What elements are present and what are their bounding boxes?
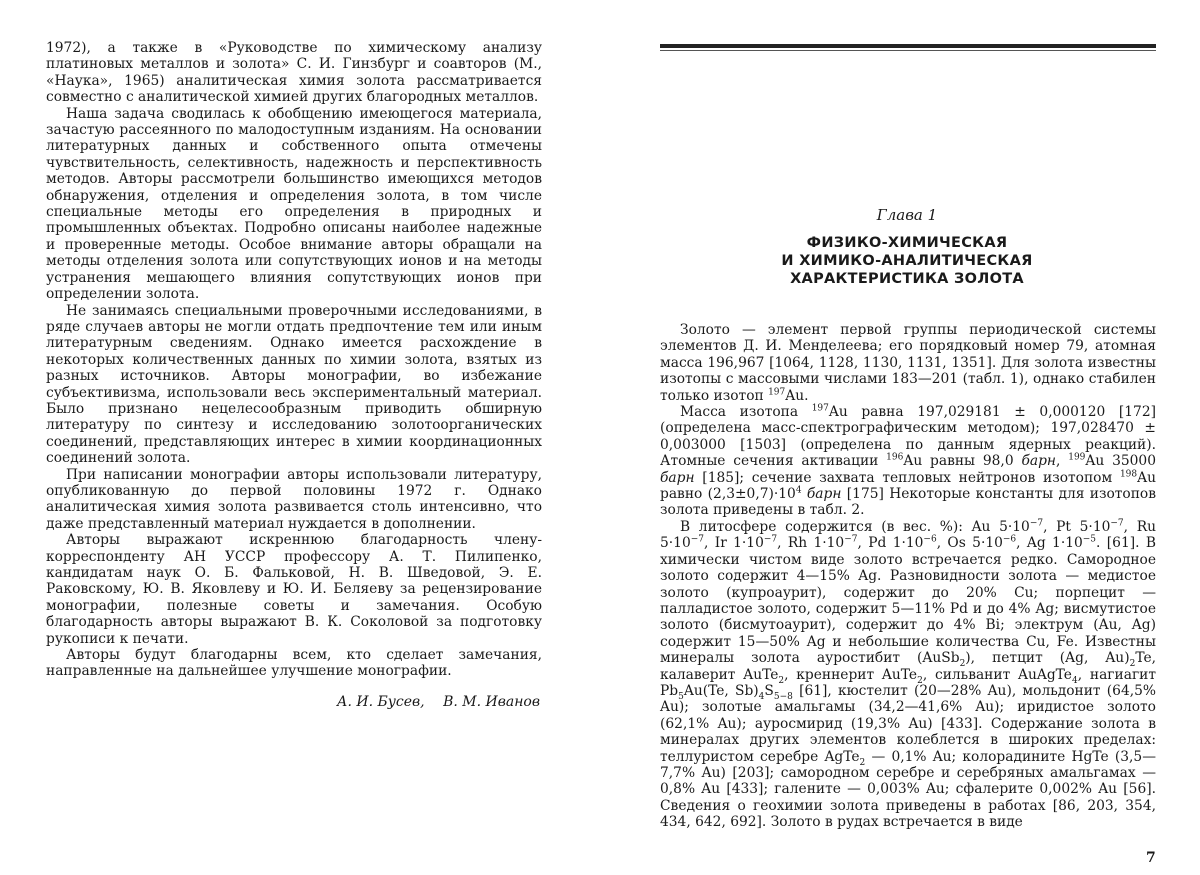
paragraph: Не занимаясь специальными проверочными исследованиями, в ряде случаев авторы не могли отдать предпочтение тем или иным литературным сведениям. Однако имеется расхождение в некоторых количественных данных по химии золота, взятых из разных источников. Авторы монографии, во избежание субъективизма, использовали весь экспериментальный материал. Было признано нецелесообразным приводить обширную литературу по синтезу и исследованию золотоорганических соединений, представляющих интерес в химии координационных соединений золота. [46,302,542,467]
paragraph: Авторы будут благодарны всем, кто сделает замечания, направленные на дальнейшее улучшение монографии. [46,647,542,680]
chapter-title-line: ХАРАКТЕРИСТИКА ЗОЛОТА [790,271,1024,287]
chapter-label: Глава 1 [876,206,938,224]
header-rule [660,44,1156,48]
paragraph: При написании монографии авторы использовали литературу, опубликованную до первой половины 1972 г. Однако аналитическая химия золота развивается столь интенсивно, что даже представленный материал нуждается в дополнении. [46,466,542,532]
header-rule-thin [660,50,1156,51]
paragraph: Наша задача сводилась к обобщению имеющегося материала, зачастую рассеянного по малодоступным изданиям. На основании литературных данных и собственного опыта отмечены чувствительность, селективность, надежность и перспективность методов. Авторы рассмотрели большинство имеющихся методов обнаружения, отделения и определения золота, в том числе специальные методы его определения в природных и промышленных объектах. Подробно описаны наиболее надежные и проверенные методы. Особое внимание авторы обращали на методы отделения золота или сопутствующих ионов и на методы устранения мешающего влияния сопутствующих ионов при определении золота. [46,105,542,303]
page-number: 7 [1146,850,1156,866]
author-name: В. М. Иванов [443,693,540,710]
chapter-title [658,234,1156,288]
paragraph: В литосфере содержится (в вес. %): Au $5\cdot 10^{-7}$, Pt $5\cdot 10^{-7}$, Ru $5\cdot 10^{-7}$, Ir $1\cdot 10^{-7}$, Rh $1\cdot 10^{-7}$, Pd $1\cdot 10^{-6}$, Os $5\cdot 10^{-6}$, Ag $1\cdot 10^{-5}$. [61]. В химически чистом виде золото встречается редко. Самородное золото содержит 4—15% Ag. Разновидности золота — медистое золото (купроаурит), содержит до 20% Cu; порпецит — палладистое золото, содержит 5—11% Pd и до 4% Ag; висмутистое золото (бисмутоаурит), содержит до 4% Bi; электрум (Au, Ag) содержит 15—50% Ag и небольшие количества Cu, Fe. Известны минералы золота ауростибит (AuSb$_2$), петцит (Ag, $Au)_2Te$, калаверит AuTe$_2$, креннерит AuTe$_2$, сильванит AuAgTe$_4$, нагиагит $Pb_5Au(Te$, $Sb)_4S_{5-8}$ [61], кюстелит (20—28% Au), мольдонит (64,5% Au); золотые амальгамы (34,2—41,6% Au); иридистое золото (62,1% Au); ауросмирид (19,3% Au) [433]. Содержание золота в минералах других элементов колеблется в широких пределах: теллуристом серебре AgTe$_2$ — 0,1% Au; колорадините HgTe (3,5—7,7% Au) [203]; самородном серебре и серебряных амальгамах — 0,8% Au [433]; галените — 0,003% Au; сфалерите 0,002% Au [56]. Сведения о геохимии золота приведены в работах [86, 203, 354, 434, 642, 692]. Золото в рудах встречается в виде [660,518,1156,831]
author-name: А. И. Бусев, [336,693,425,710]
paragraph: Золото — элемент первой группы периодической системы элементов Д. И. Менделеева; его порядковый номер 79, атомная масса 196,967 [1064, 1128, 1130, 1131, 1351]. Для золота известны изотопы с массовыми числами 183—201 (табл. 1), однако стабилен только изотоп $^{197}$Au. [660,322,1156,404]
chapter-title-line: ФИЗИКО-ХИМИЧЕСКАЯ [806,235,1008,251]
signature [46,694,542,710]
paragraph: 1972), а также в «Руководстве по химическому анализу платиновых металлов и золота» С. И. Гинзбург и соавторов (М., «Наука», 1965) аналитическая химия золота рассматривается совместно с аналитической химией других благородных металлов. [46,40,542,106]
paragraph: Масса изотопа $^{197}$Au равна 197,029181 ± 0,000120 [172] (определена масс-спектрографическим методом); 197,028470 ± 0,003000 [1503] (определена по данным ядерных реакций). Атомные сечения активации $^{196}$Au равны 98,0 барн, $^{199}$Au 35000 барн [185]; сечение захвата тепловых нейтронов изотопом $^{198}$Au равно $(2,3\pm 0,7)\cdot 10^4$ барн [175] Некоторые константы для изотопов золота приведены в табл. 2. [660,403,1156,519]
chapter-body [660,322,1156,831]
chapter-title-line: И ХИМИКО-АНАЛИТИЧЕСКАЯ [781,253,1033,269]
paragraph: Авторы выражают искреннюю благодарность члену-корреспонденту АН УССР профессору А. Т. Пилипенко, кандидатам наук О. Б. Фальковой, Н. В. Шведовой, Э. Е. Раковскому, Ю. В. Яковлеву и Ю. И. Беляеву за рецензирование монографии, полезные советы и замечания. Особую благодарность авторы выражают В. К. Соколовой за подготовку рукописи к печати. [46,532,542,647]
